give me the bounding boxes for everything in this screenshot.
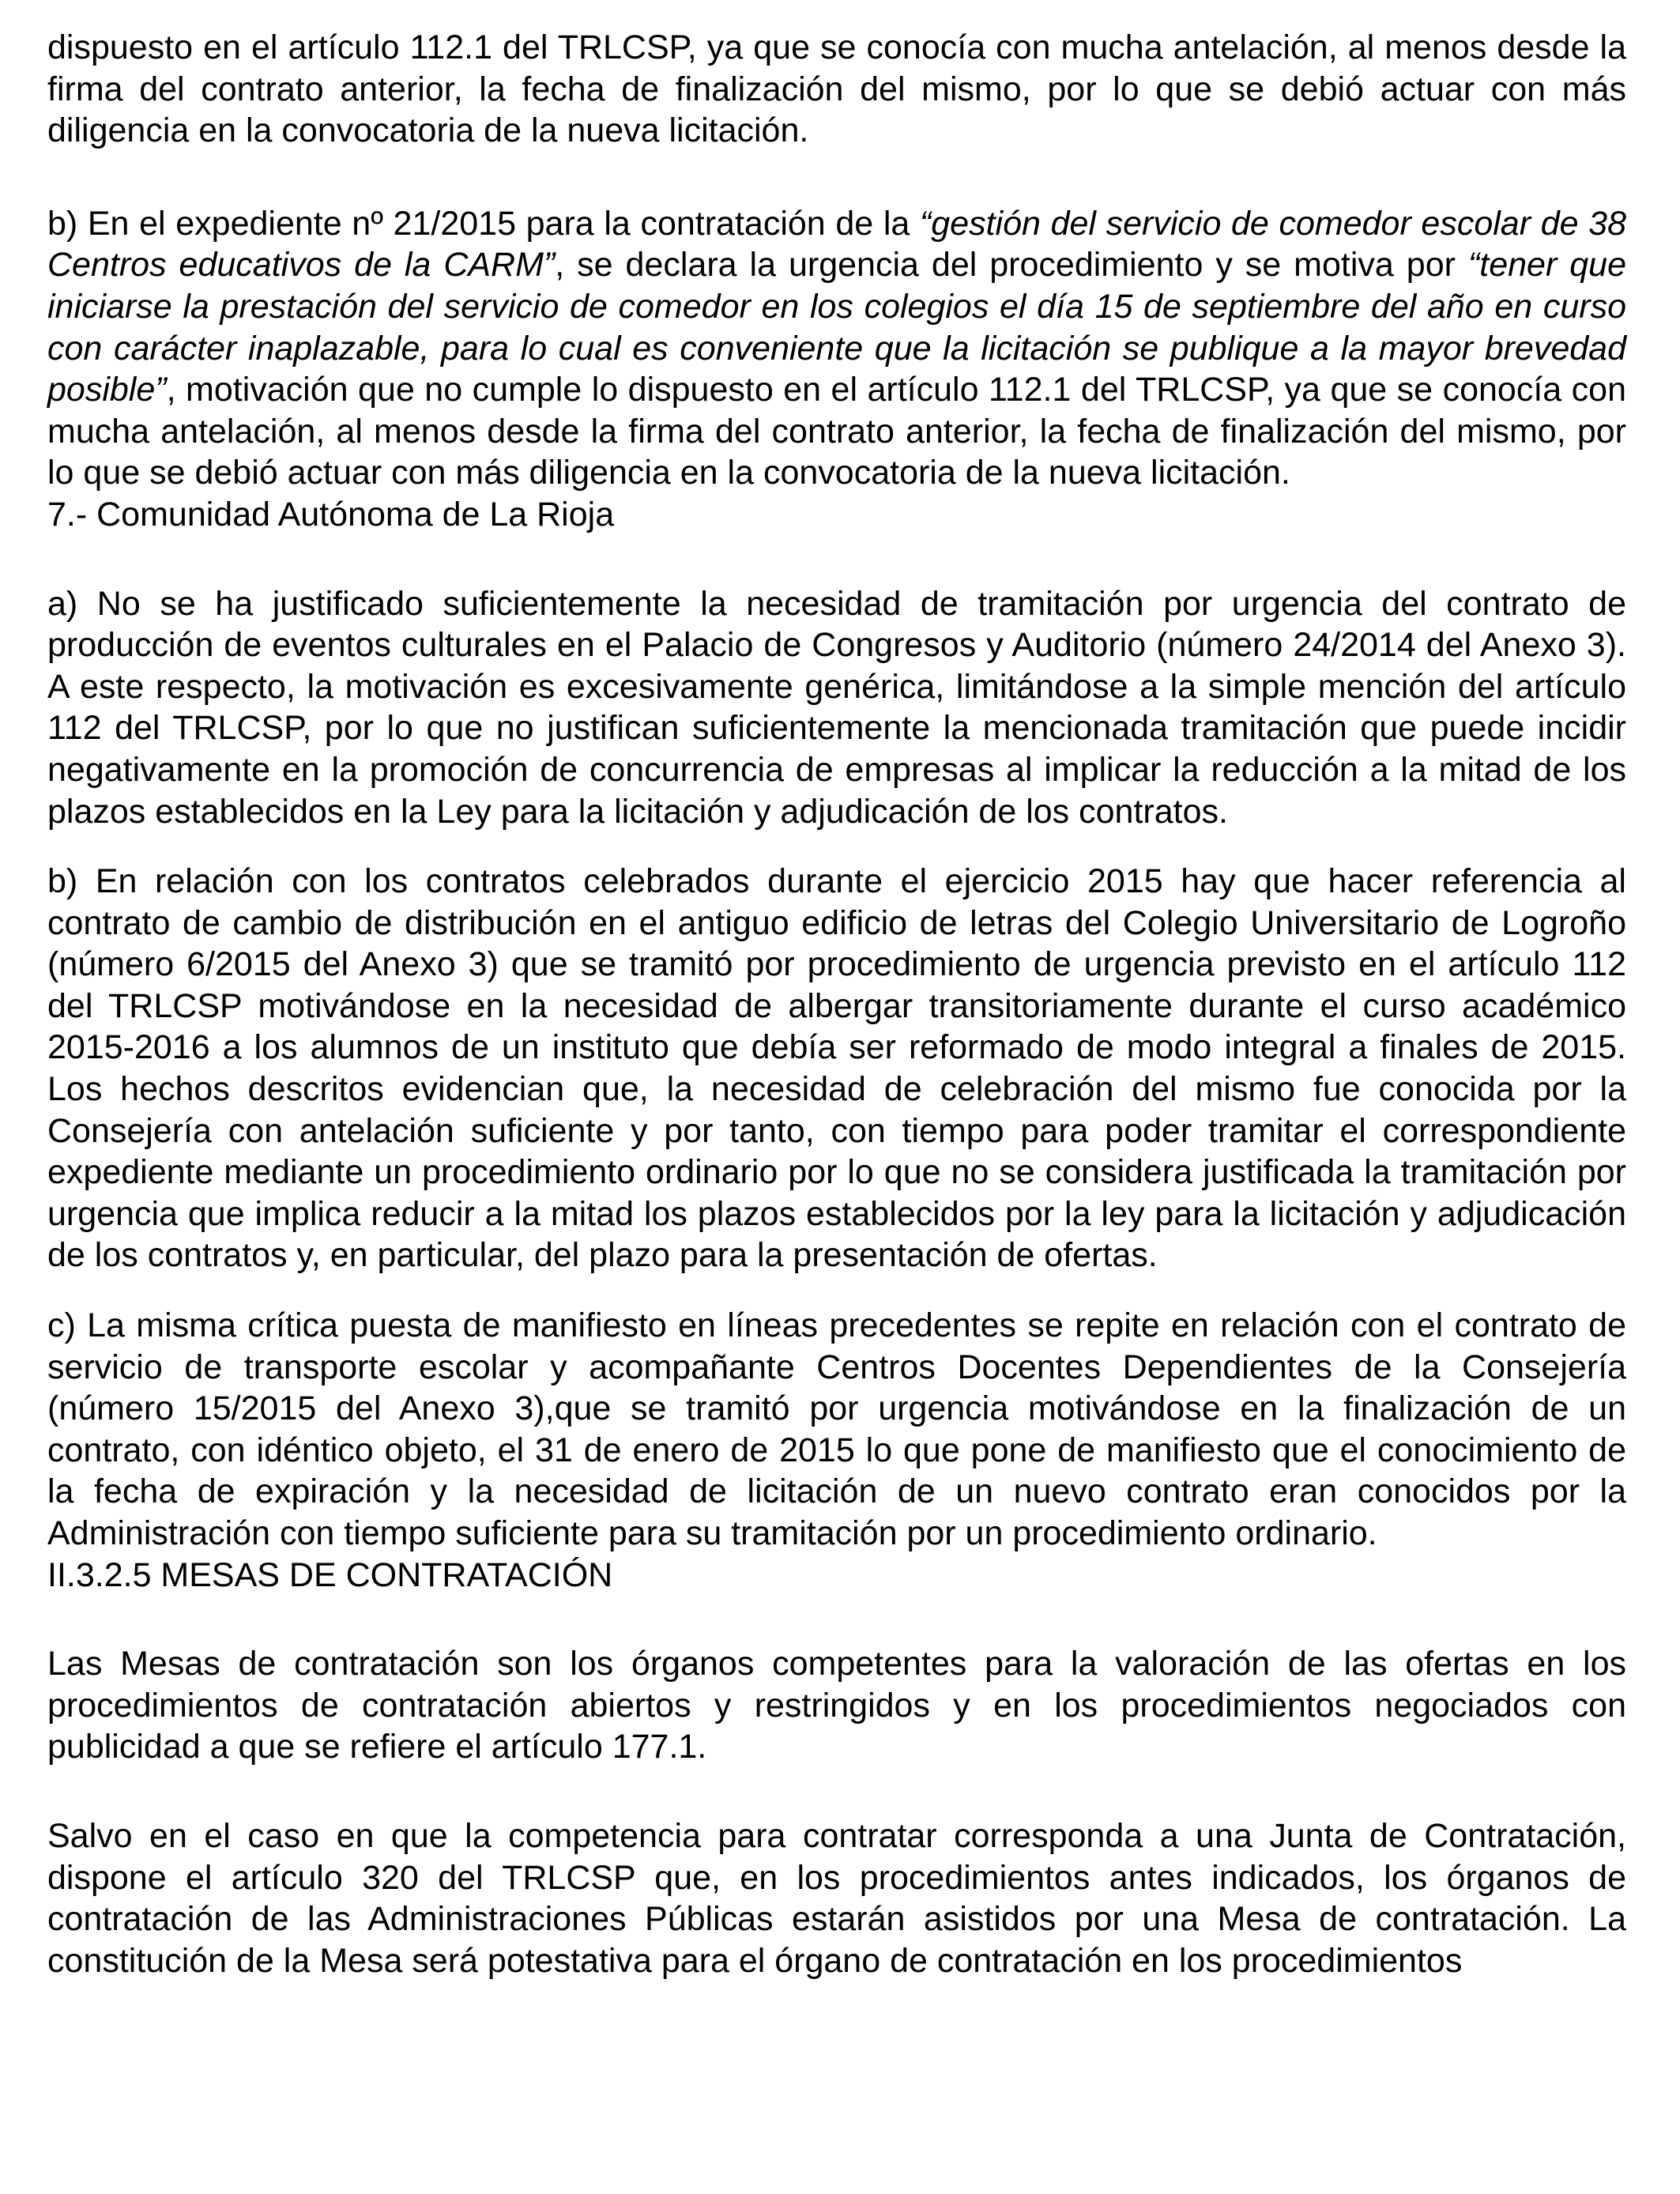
paragraph-mesas-intro: Las Mesas de contratación son los órganos competentes para la valoración de las ofertas en los procedimientos de contratación abiertos y restringidos y en los procedimientos negociados con publicidad a que se refiere el artículo 177.1. (47, 1645, 1626, 1766)
paragraph-continuation: dispuesto en el artículo 112.1 del TRLCSP, ya que se conocía con mucha antelación, al menos desde la firma del contrato anterior, la fecha de finalización del mismo, por lo que se debió actuar con más diligencia en la convocatoria de la nueva licitación. (47, 28, 1626, 150)
paragraph-text: , motivación que no cumple lo dispuesto en el artículo 112.1 del TRLCSP, ya que se conocía con mucha antelación, al menos desde la firma del contrato anterior, la fecha de finalización del mismo, por lo que se debió actuar con más diligencia en la convocatoria de la nueva licitación. (47, 371, 1626, 492)
paragraph-text: , se declara la urgencia del procedimiento y se motiva por (555, 246, 1468, 285)
document-page (47, 27, 1626, 1981)
paragraph-item-b-rioja: b) En relación con los contratos celebrados durante el ejercicio 2015 hay que hacer referencia al contrato de cambio de distribución en el antiguo edificio de letras del Colegio Universitario de Logroño (número 6/2015 del Anexo 3) que se tramitó por procedimiento de urgencia previsto en el artículo 112 del TRLCSP motivándose en la necesidad de albergar transitoriamente durante el curso académico 2015-2016 a los alumnos de un instituto que debía ser reformado de modo integral a finales de 2015. Los hechos descritos evidencian que, la necesidad de celebración del mismo fue conocida por la Consejería con antelación suficiente y por tanto, con tiempo para poder tramitar el correspondiente expediente mediante un procedimiento ordinario por lo que no se considera justificada la tramitación por urgencia que implica reducir a la mitad los plazos establecidos por la ley para la licitación y adjudicación de los contratos y, en particular, del plazo para la presentación de ofertas. (47, 862, 1626, 1275)
paragraph-text: b) En el expediente nº 21/2015 para la contratación de la (47, 204, 920, 243)
paragraph-item-c-rioja: c) La misma crítica puesta de manifiesto en líneas precedentes se repite en relación con el contrato de servicio de transporte escolar y acompañante Centros Docentes Dependientes de la Consejería (número 15/2015 del Anexo 3),que se tramitó por urgencia motivándose en la finalización de un contrato, con idéntico objeto, el 31 de enero de 2015 lo que pone de manifiesto que el conocimiento de la fecha de expiración y la necesidad de licitación de un nuevo contrato eran conocidos por la Administración con tiempo suficiente para su tramitación por un procedimiento ordinario. (47, 1306, 1626, 1552)
quoted-motivation: “tener que iniciarse la prestación del servicio de comedor en los colegios el día 15 de septiembre del año en curso con carácter inaplazable, para lo cual es conveniente que la licitación se publique a la mayor brevedad posible” (47, 246, 1626, 409)
paragraph-item-a-rioja: a) No se ha justificado suficientemente la necesidad de tramitación por urgencia del contrato de producción de eventos culturales en el Palacio de Congresos y Auditorio (número 24/2014 del Anexo 3). A este respecto, la motivación es excesivamente genérica, limitándose a la simple mención del artículo 112 del TRLCSP, por lo que no justifican suficientemente la mencionada tramitación que puede incidir negativamente en la promoción de concurrencia de empresas al implicar la reducción a la mitad de los plazos establecidos en la Ley para la licitación y adjudicación de los contratos. (47, 584, 1626, 831)
section-heading-la-rioja: 7.- Comunidad Autónoma de La Rioja (47, 495, 615, 533)
section-heading-mesas: II.3.2.5 MESAS DE CONTRATACIÓN (47, 1555, 613, 1594)
paragraph-mesas-article-320: Salvo en el caso en que la competencia para contratar corresponda a una Junta de Contratación, dispone el artículo 320 del TRLCSP que, en los procedimientos antes indicados, los órganos de contratación de las Administraciones Públicas estarán asistidos por una Mesa de contratación. La constitución de la Mesa será potestativa para el órgano de contratación en los procedimientos (47, 1816, 1626, 1980)
quoted-contract-title: “gestión del servicio de comedor escolar de 38 Centros educativos de la CARM” (47, 204, 1626, 285)
paragraph-item-b-murcia (47, 203, 1626, 494)
